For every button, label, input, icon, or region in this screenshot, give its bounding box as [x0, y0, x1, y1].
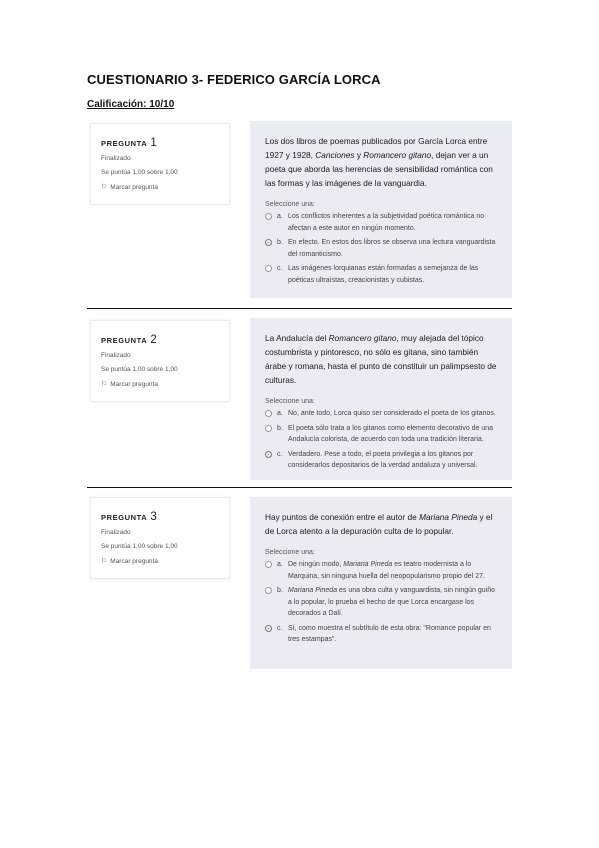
- flag-icon: ⚐: [101, 184, 108, 191]
- answer-option-a[interactable]: [265, 559, 500, 582]
- radio-button-selected[interactable]: [265, 451, 272, 458]
- question-state: Finalizado: [101, 155, 131, 162]
- radio-button[interactable]: [265, 410, 272, 417]
- question-label: PREGUNTA: [101, 139, 148, 148]
- option-text-part: De ningún modo,: [288, 561, 344, 568]
- question-state: Finalizado: [101, 352, 131, 359]
- answer-option-b[interactable]: [265, 423, 500, 446]
- answer-option-c[interactable]: [265, 623, 500, 646]
- answer-option-a[interactable]: [265, 211, 500, 234]
- flag-question-label: Marcar pregunta: [110, 184, 158, 191]
- flag-icon: ⚐: [101, 558, 108, 565]
- section-divider: [87, 308, 512, 310]
- document-title: CUESTIONARIO 3- FEDERICO GARCÍA LORCA: [87, 72, 381, 87]
- question-info-panel: [90, 320, 230, 402]
- question-score: Se puntúa 1,00 sobre 1,00: [101, 543, 178, 550]
- flag-question-label: Marcar pregunta: [110, 381, 158, 388]
- flag-question-label: Marcar pregunta: [110, 558, 158, 565]
- question-label: PREGUNTA: [101, 336, 148, 345]
- answer-option-a[interactable]: [265, 408, 500, 420]
- question-text-part: La Andalucía del: [265, 333, 329, 343]
- option-text: Los conflictos inherentes a la subjetividad poética romántica no afectan a este autor en ningún momento.: [288, 213, 485, 232]
- question-number-label: [101, 334, 229, 346]
- question-number: 2: [150, 334, 158, 346]
- answer-prompt: Seleccione una:: [265, 398, 315, 405]
- radio-button[interactable]: [265, 213, 272, 220]
- option-text-italic: Mariana Pineda: [343, 561, 393, 568]
- question-info-panel: [90, 497, 230, 579]
- question-text: [265, 510, 500, 538]
- radio-button[interactable]: [265, 425, 272, 432]
- radio-button[interactable]: [265, 587, 272, 594]
- question-content: [250, 497, 512, 669]
- option-letter: a.: [277, 213, 283, 220]
- option-text-part: es teatro modernista a lo Marquina, sin ninguna huella del neopopularismo propio del 27.: [288, 561, 485, 580]
- radio-button[interactable]: [265, 561, 272, 568]
- question-score: Se puntúa 1,00 sobre 1,00: [101, 169, 178, 176]
- question-block-3: [87, 491, 512, 671]
- answer-option-b[interactable]: [265, 585, 500, 620]
- option-text: En efecto. En estos dos libros se observa una lectura vanguardista del romanticismo.: [288, 239, 496, 258]
- question-text-part: , dejan ver a un poeta que aborda las herencias de sensibilidad romántica con las formas y las imágenes de la vanguardia.: [265, 150, 493, 188]
- radio-button[interactable]: [265, 265, 272, 272]
- option-text: El poeta sólo trata a los gitanos como elemento decorativo de una Andalucía colorista, de acuerdo con toda una tradición literaria.: [288, 424, 494, 443]
- option-letter: c.: [277, 265, 283, 272]
- option-letter: b.: [277, 239, 283, 246]
- question-number-label: [101, 511, 229, 523]
- question-text-italic: Romancero gitano: [328, 333, 397, 343]
- flag-icon: ⚐: [101, 381, 108, 388]
- option-letter: b.: [277, 424, 283, 432]
- question-text-part: y: [354, 150, 364, 160]
- question-content: [250, 121, 512, 298]
- question-text-part: , muy alejada del tópico costumbrista y pintoresco, no sólo es gitana, sino también árabe y romana, hasta el punto de constituir un palimpsesto de culturas.: [265, 333, 497, 385]
- question-text-part: Los dos libros de poemas publicados por García Lorca entre 1927 y 1928,: [265, 136, 488, 160]
- flag-question-link[interactable]: [101, 380, 229, 388]
- question-label: PREGUNTA: [101, 513, 148, 522]
- flag-question-link[interactable]: [101, 557, 229, 565]
- option-text: [288, 559, 500, 582]
- flag-question-link[interactable]: [101, 183, 229, 191]
- question-text-italic: Canciones: [315, 150, 355, 160]
- option-letter: c.: [277, 624, 283, 632]
- question-text-italic: Romancero gitano: [363, 150, 432, 160]
- answer-prompt: Seleccione una:: [265, 549, 315, 556]
- question-text: [265, 134, 500, 190]
- question-text-part: Hay puntos de conexión entre el autor de: [265, 512, 420, 522]
- question-info-panel: [90, 123, 230, 205]
- question-text-part: y el de Lorca atento a la depuración culta de lo popular.: [265, 512, 493, 536]
- question-text-italic: Mariana Pineda: [419, 512, 478, 522]
- option-text-italic: Mariana Pineda: [288, 587, 338, 594]
- radio-button-selected[interactable]: [265, 625, 272, 632]
- option-text: [288, 623, 500, 646]
- question-number: 3: [150, 511, 158, 523]
- question-number: 1: [150, 137, 158, 149]
- option-letter: a.: [277, 410, 283, 417]
- question-content: [250, 318, 512, 480]
- question-number-label: [101, 137, 229, 149]
- option-letter: b.: [277, 587, 283, 594]
- question-block-2: [87, 312, 512, 488]
- question-block-1: [87, 119, 512, 309]
- question-text: [265, 331, 500, 387]
- option-text: [288, 585, 500, 620]
- option-letter: c.: [277, 450, 283, 458]
- option-text: Las imágenes lorquianas están formadas a semejanza de las poéticas ultraístas, creacionistas y cubistas.: [288, 265, 479, 284]
- answer-prompt: Seleccione una:: [265, 201, 315, 208]
- answer-option-c[interactable]: [265, 263, 500, 286]
- answer-option-b[interactable]: [265, 237, 500, 260]
- section-divider: [87, 487, 512, 489]
- option-letter: a.: [277, 561, 283, 568]
- option-text-part: es una obra culta y vanguardista, sin ningún guiño a lo popular, lo prueba el hecho de que Lorca encargase los decorados a Dalí.: [288, 587, 496, 617]
- question-state: Finalizado: [101, 529, 131, 536]
- option-text-part: Sí, como muestra el subtítulo de esta obra: "Romance popular en tres estampas".: [288, 624, 491, 643]
- question-score: Se puntúa 1,00 sobre 1,00: [101, 366, 178, 373]
- radio-button-selected[interactable]: [265, 239, 272, 246]
- grade-summary: Calificación: 10/10: [87, 99, 175, 110]
- option-text: No, ante todo, Lorca quiso ser considerado el poeta de los gitanos.: [288, 410, 496, 417]
- option-text: Verdadero. Pese a todo, el poeta privilegia a los gitanos por considerarlos depositarios de la verdad andaluza y universal.: [288, 450, 478, 469]
- answer-option-c[interactable]: [265, 449, 500, 472]
